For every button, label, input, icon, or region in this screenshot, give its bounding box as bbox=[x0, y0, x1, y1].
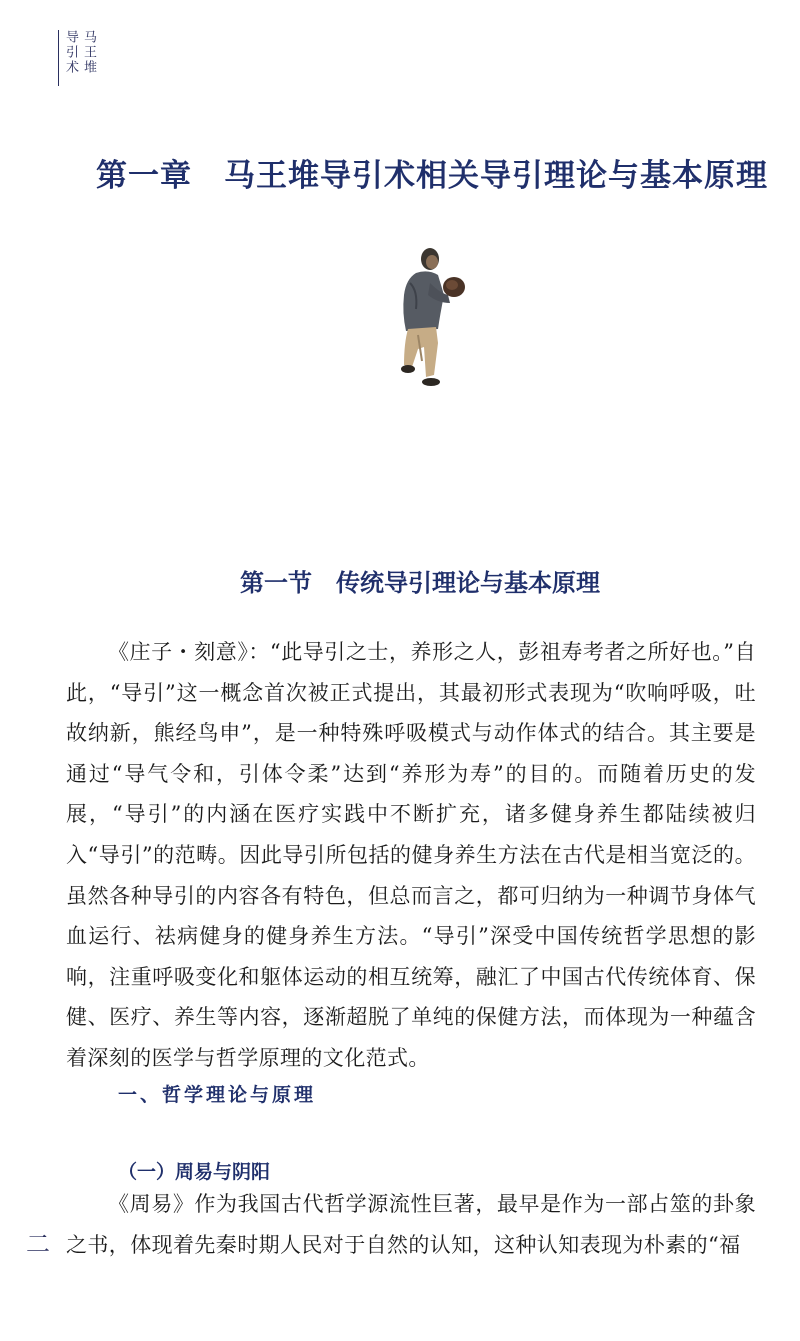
running-head-book-title-1: 马王堆 bbox=[81, 30, 96, 75]
section-title: 第一节 传统导引理论与基本原理 bbox=[240, 569, 600, 597]
body-paragraph-1: 《庄子・刻意》：“此导引之士，养形之人，彭祖寿考者之所好也。”自此，“导引”这一概念首次被正式提出，其最初形式表现为“吹响呼吸，吐故纳新，熊经鸟申”，是一种特殊呼吸模式与动作体式的结合。其主要是通过“导气令和，引体令柔”达到“养形为寿”的目的。而随着历史的发展，“导引”的内涵在医疗实践中不断扩充，诸多健身养生都陆续被归入“导引”的范畴。因此导引所包括的健身养生方法在古代是相当宽泛的。虽然各种导引的内容各有特色，但总而言之，都可归纳为一种调节身体气血运行、祛病健身的健身养生方法。“导引”深受中国传统哲学思想的影响，注重呼吸变化和躯体运动的相互统筹，融汇了中国古代传统体育、保健、医疗、养生等内容，逐渐超脱了单纯的保健方法，而体现为一种蕴含着深刻的医学与哲学原理的文化范式。 bbox=[66, 640, 756, 1070]
running-head-book-title-2: 导引术 bbox=[63, 30, 78, 75]
daoyin-figure-icon bbox=[388, 243, 468, 393]
subsection-heading: 一、哲学理论与原理 bbox=[118, 1084, 317, 1106]
chapter-title: 第一章 马王堆导引术相关导引理论与基本原理 bbox=[96, 158, 768, 194]
body-paragraph-2: 《周易》作为我国古代哲学源流性巨著，最早是作为一部占筮的卦象之书，体现着先秦时期人民对于自然的认知，这种认知表现为朴素的“福 bbox=[66, 1192, 756, 1257]
sub-subsection-heading: （一）周易与阴阳 bbox=[118, 1161, 271, 1183]
daoyin-figure-illustration bbox=[388, 243, 468, 393]
page-number: 二 bbox=[26, 1230, 50, 1258]
running-head bbox=[58, 30, 95, 86]
